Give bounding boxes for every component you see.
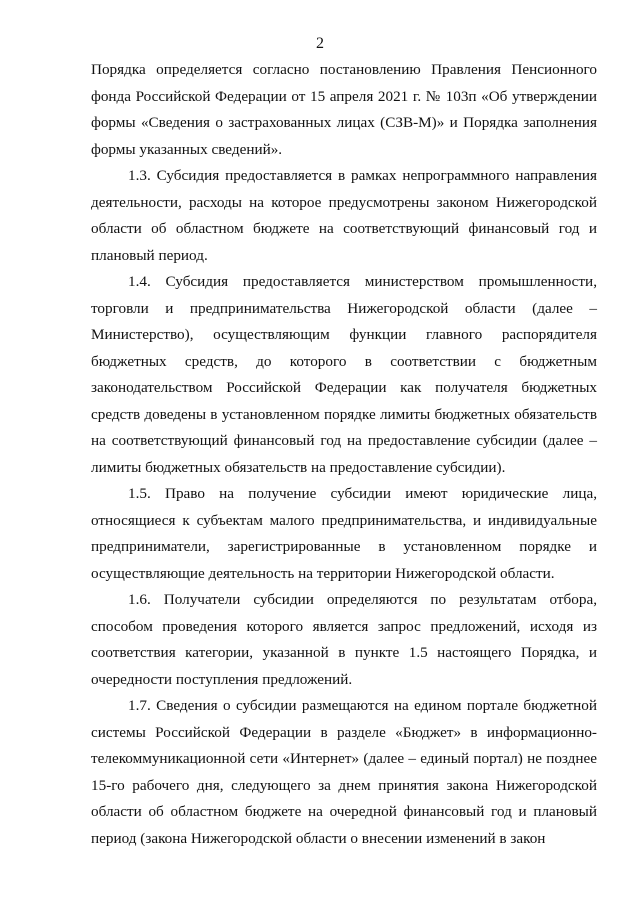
paragraph-1-4: 1.4. Субсидия предоставляется министерством промышленности, торговли и предпринимательства Нижегородской области (далее – Министерство), осуществляющим функции главного распорядителя бюджетных средств, до которого в соответствии с бюджетным законодательством Российской Федерации как получателя бюджетных средств доведены в установленном порядке лимиты бюджетных обязательств на соответствующий финансовый год на предоставление субсидии (далее – лимиты бюджетных обязательств на предоставление субсидии).	[91, 273, 597, 476]
paragraph-continuation: Порядка определяется согласно постановлению Правления Пенсионного фонда Российской Федерации от 15 апреля 2021 г. № 103п «Об утверждении формы «Сведения о застрахованных лицах (СЗВ-М)» и Порядка заполнения формы указанных сведений».	[91, 61, 597, 158]
paragraph-1-7: 1.7. Сведения о субсидии размещаются на едином портале бюджетной системы Российской Федерации в разделе «Бюджет» в информационно-телекоммуникационной сети «Интернет» (далее – единый портал) не позднее 15-го рабочего дня, следующего за днем принятия закона Нижегородской области об областном бюджете на очередной финансовый год и плановый период (закона Нижегородской области о внесении изменений в закон	[91, 697, 597, 847]
document-body	[91, 57, 597, 852]
paragraph-1-6: 1.6. Получатели субсидии определяются по результатам отбора, способом проведения которого является запрос предложений, исходя из соответствия категории, указанной в пункте 1.5 настоящего Порядка, и очередности поступления предложений.	[91, 591, 597, 688]
paragraph-1-5: 1.5. Право на получение субсидии имеют юридические лица, относящиеся к субъектам малого предпринимательства, и индивидуальные предприниматели, зарегистрированные в установленном порядке и осуществляющие деятельность на территории Нижегородской области.	[91, 485, 597, 582]
page-number: 2	[316, 35, 324, 52]
paragraph-1-3: 1.3. Субсидия предоставляется в рамках непрограммного направления деятельности, расходы на которое предусмотрены законом Нижегородской области об областном бюджете на соответствующий финансовый год и плановый период.	[91, 167, 597, 264]
